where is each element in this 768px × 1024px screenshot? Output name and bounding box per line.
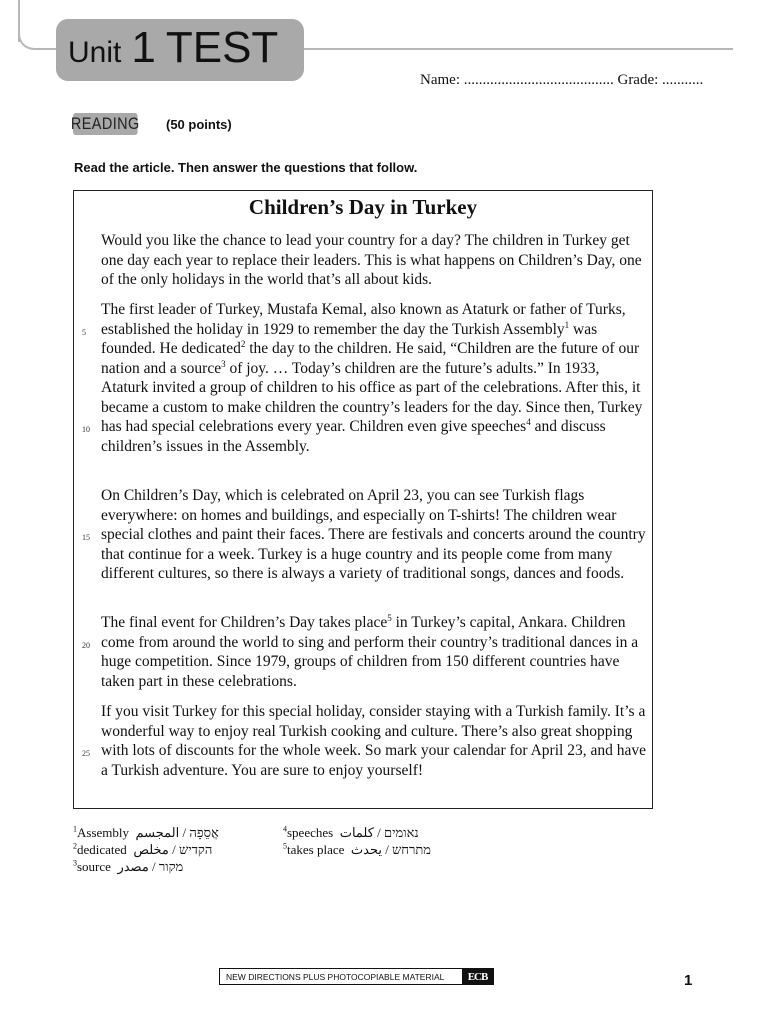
instructions: Read the article. Then answer the questions that follow.: [74, 160, 418, 175]
footnote-ref: 3: [221, 358, 226, 369]
glossary-item: $^3$source מקור / مصدر: [73, 858, 184, 874]
glossary-item: $^2$dedicated הקדיש / مخلص: [73, 841, 213, 857]
unit-word: Unit: [68, 36, 122, 69]
reading-badge: READING: [70, 114, 140, 133]
line-number: 10: [82, 425, 90, 434]
paragraph-2: The first leader of Turkey, Mustafa Kemal, also known as Ataturk or father of Turks, established the holiday in 1929 to remember the day the Turkish Assembly$^1$ was founded. He dedicated$^2$ the day to the children. He said, “Children are the future of our nation and a source$^3$ of joy. … Today’s children are the future’s adults.” In 1933, Ataturk invited a group of children to his office as part of the celebrations. After this, it became a custom to make children the country’s leaders for the day. Since then, Turkey has had special celebrations every year. Children even give speeches$^4$ and discuss children’s issues in the Assembly.: [101, 301, 643, 455]
publisher-text: NEW DIRECTIONS PLUS PHOTOCOPIABLE MATERIAL: [226, 971, 445, 982]
line-number: 25: [82, 749, 90, 758]
paragraph-1: Would you like the chance to lead your country for a day? The children in Turkey get one day each year to replace their leaders. This is what happens on Children’s Day, one of the only holidays in the world that’s all about kids.: [101, 232, 642, 288]
publisher-footer: [219, 968, 494, 985]
footnote-ref: 1: [564, 319, 570, 330]
test-word: TEST: [165, 23, 279, 72]
points-label: (50 points): [166, 117, 232, 132]
glossary-item: $^4$speeches נאומים / كلمات: [283, 824, 419, 840]
page-number: 1: [684, 972, 693, 989]
line-number: 20: [82, 641, 90, 650]
line-number: 5: [82, 328, 86, 337]
unit-title-tab: [56, 19, 304, 81]
header-frame-corner: [18, 26, 36, 50]
article-box: [73, 190, 653, 809]
article-title: Children’s Day in Turkey: [248, 195, 478, 219]
header-rule: [300, 48, 733, 50]
footnote-ref: 4: [526, 416, 531, 427]
paragraph-5: If you visit Turkey for this special holiday, consider staying with a Turkish family. It’s a wonderful way to enjoy real Turkish cooking and culture. There’s also great shopping with lots of discounts for the whole week. So mark your calendar for April 23, and have a Turkish adventure. You are sure to enjoy yourself!: [101, 703, 646, 779]
glossary-item: $^5$takes place מתרחש / يحدث: [283, 841, 431, 857]
name-grade-line: Name: ........................................ Grade: ...........: [420, 72, 704, 88]
paragraph-4: The final event for Children’s Day takes place$^5$ in Turkey’s capital, Ankara. Children come from around the world to sing and perform their country’s traditional dances in a huge competition. Since 1979, groups of children from 150 different countries have taken part in these celebrations.: [101, 612, 639, 690]
line-number: 15: [82, 533, 90, 542]
publisher-logo: ECB: [462, 969, 493, 984]
footnote-ref: 2: [240, 338, 246, 349]
paragraph-3: On Children’s Day, which is celebrated on April 23, you can see Turkish flags everywhere: on homes and buildings, and especially on T-shirts! The children wear special clothes and paint their faces. There are festivals and concerts around the country that continue for a week. Turkey is a huge country and its people come from many different cultures, so there is always a variety of traditional songs, dances and foods.: [101, 487, 646, 582]
footnote-ref: 5: [387, 612, 392, 623]
glossary-item: $^1$Assembly אֲסֵפָה / المجسم: [73, 824, 219, 840]
unit-number: 1: [131, 23, 156, 72]
